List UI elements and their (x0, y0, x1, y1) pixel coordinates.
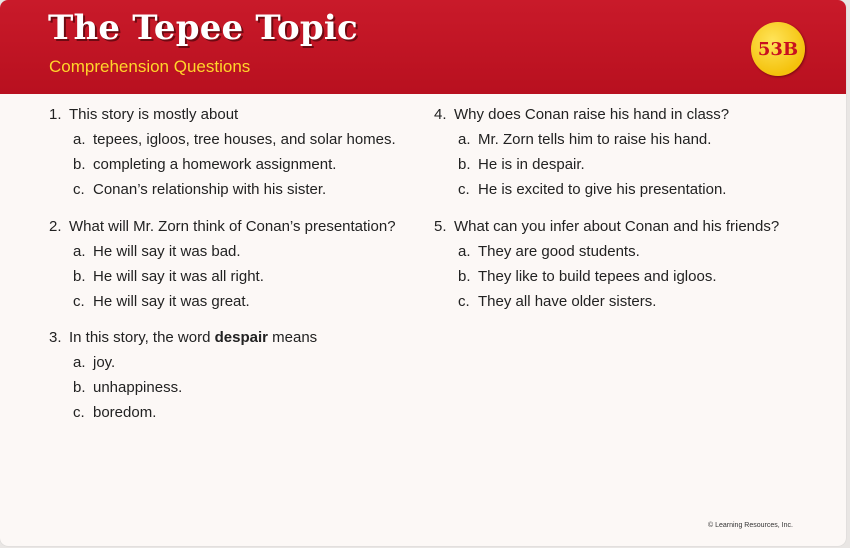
option-letter: c. (458, 181, 470, 198)
option-text: He is in despair. (478, 156, 585, 173)
card-title: The Tepee Topic (48, 8, 358, 48)
question-number: 5. (434, 218, 447, 235)
card-number-badge: 53B (751, 22, 805, 76)
option-letter: b. (73, 379, 86, 396)
option-text: They all have older sisters. (478, 293, 657, 310)
option-text: unhappiness. (93, 379, 183, 396)
stem-text-after: means (267, 329, 318, 346)
question-stem: What can you infer about Conan and his friends? (454, 218, 780, 235)
option-text: He will say it was great. (93, 293, 250, 310)
option-letter: a. (458, 243, 471, 260)
question-stem: What will Mr. Zorn think of Conan’s presentation? (69, 218, 396, 235)
option-letter: b. (73, 156, 86, 173)
card-subtitle: Comprehension Questions (49, 57, 251, 76)
option-text: He will say it was all right. (93, 268, 264, 285)
option-letter: b. (458, 156, 471, 173)
option-text: tepees, igloos, tree houses, and solar homes. (93, 131, 396, 148)
question-stem: Why does Conan raise his hand in class? (454, 106, 730, 123)
question-stem (69, 329, 317, 346)
copyright-notice: © Learning Resources, Inc. (708, 522, 793, 529)
option-letter: c. (73, 293, 85, 310)
option-letter: c. (73, 181, 85, 198)
option-letter: a. (73, 131, 86, 148)
question-number: 4. (434, 106, 447, 123)
option-text: They like to build tepees and igloos. (478, 268, 717, 285)
vocabulary-word: despair (214, 329, 268, 346)
option-text: Conan’s relationship with his sister. (93, 181, 327, 198)
option-text: joy. (93, 354, 116, 371)
question-number: 2. (49, 218, 62, 235)
stem-text-before: In this story, the word (69, 329, 215, 346)
option-letter: b. (73, 268, 86, 285)
option-letter: a. (458, 131, 471, 148)
option-letter: b. (458, 268, 471, 285)
question-number: 1. (49, 106, 62, 123)
option-text: He is excited to give his presentation. (478, 181, 727, 198)
option-text: boredom. (93, 404, 157, 421)
option-letter: a. (73, 354, 86, 371)
option-text: completing a homework assignment. (93, 156, 337, 173)
option-text: Mr. Zorn tells him to raise his hand. (478, 131, 712, 148)
option-text: They are good students. (478, 243, 640, 260)
question-stem: This story is mostly about (69, 106, 239, 123)
question-number: 3. (49, 329, 62, 346)
card-header (0, 0, 846, 94)
option-letter: a. (73, 243, 86, 260)
option-letter: c. (458, 293, 470, 310)
option-text: He will say it was bad. (93, 243, 241, 260)
option-letter: c. (73, 404, 85, 421)
